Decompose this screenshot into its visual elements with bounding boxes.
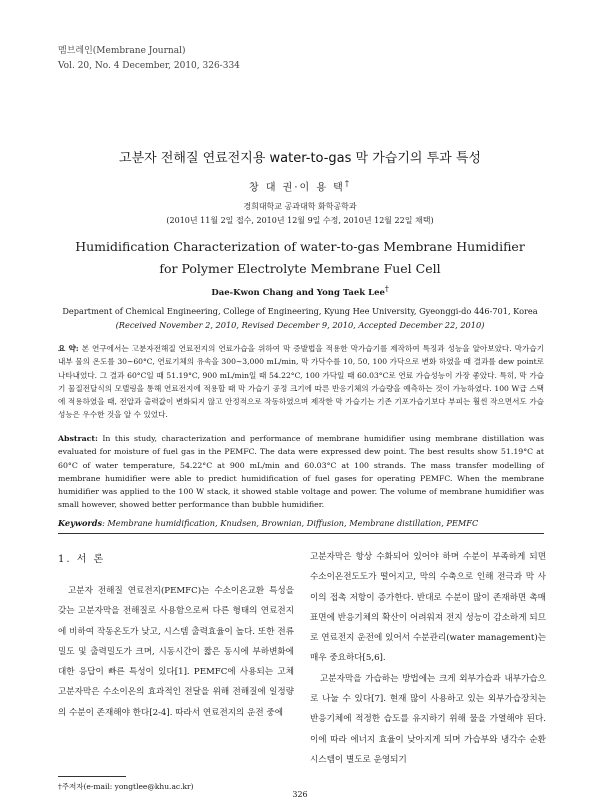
body-left-column	[58, 581, 294, 723]
body-right-paragraph-1: 고분자막은 항상 수화되어 있어야 하며 수분이 부족하게 되면 수소이온전도도가 떨어지고, 막의 수축으로 인해 전극과 막 사이의 접촉 저항이 증가한다. 반대로 수분이 많이 존재하면 촉매 표면에 반응기체의 확산이 어려워져 전지 성능이 감소하게 되므로 연료전지 운전에 있어서 수분관리(water management)는 매우 중요하다[5,6].	[310, 552, 546, 664]
footnote-rule	[58, 776, 126, 777]
korean-dates: (2010년 11월 2일 접수, 2010년 12월 9일 수정, 2010년 12월 22일 채택)	[166, 216, 434, 225]
journal-name: 멤브레인(Membrane Journal)	[58, 46, 186, 56]
english-dates: (Received November 2, 2010, Revised December 9, 2010, Accepted December 22, 2010)	[115, 320, 485, 330]
english-abstract-label: Abstract:	[58, 434, 98, 443]
corresponding-mark: †	[344, 178, 352, 188]
keywords-label: Keywords	[58, 518, 103, 528]
korean-affiliation-block	[0, 200, 600, 228]
korean-authors	[0, 178, 600, 193]
keywords	[58, 518, 544, 528]
body-right-paragraph-2: 고분자막을 가습하는 방법에는 크게 외부가습과 내부가습으로 나눌 수 있다[7]. 현재 많이 사용하고 있는 외부가습장치는 반응기체에 적정한 습도를 유지하기 위해 물을 가열해야 된다. 이에 따라 에너지 효율이 낮아지게 되며 가습부와 냉각수 순환 시스템이 별도로 운영되기	[310, 673, 546, 765]
english-authors	[0, 284, 600, 298]
english-affiliation: Department of Chemical Engineering, College of Engineering, Kyung Hee University, Gyeonggi-do 446-701, Korea	[62, 306, 538, 316]
english-title	[0, 236, 600, 280]
korean-author-names: 창 대 권·이 용 택	[248, 182, 345, 194]
english-title-line1: Humidification Characterization of water-to-gas Membrane Humidifier	[75, 239, 525, 254]
english-author-names: Dae-Kwon Chang and Yong Taek Lee	[211, 287, 385, 298]
korean-title: 고분자 전해질 연료전지용 water-to-gas 막 가습기의 투과 특성	[119, 151, 481, 166]
corresponding-mark-en: †	[384, 284, 389, 293]
journal-volume: Vol. 20, No. 4 December, 2010, 326-334	[58, 61, 240, 71]
section-title-introduction: 1. 서 론	[58, 554, 106, 565]
journal-header	[58, 44, 240, 74]
page-number: 326	[292, 790, 308, 799]
english-title-line2: for Polymer Electrolyte Membrane Fuel Cell	[159, 261, 441, 276]
korean-abstract-label: 요 약:	[58, 344, 79, 353]
section-divider	[58, 533, 544, 534]
english-affiliation-block	[40, 304, 560, 332]
english-abstract-text: In this study, characterization and performance of membrane humidifier using membrane distillation was evaluated for moisture of fuel gas in the PEMFC. The data were expressed dew point. The best results show 51.19°C at 60°C of water temperature, 54.22°C at 900 mL/min and 60.03°C at 100 strands. The mass transfer modelling of membrane humidifier were able to predict humidification of fuel gases for operating PEMFC. When the membrane humidifier was applied to the 100 W stack, it showed stable voltage and power. The volume of membrane humidifier was small however, showed better performance than bubble humidifier.	[58, 434, 544, 510]
korean-abstract-text: 본 연구에서는 고분자전해질 연료전지의 연료가습을 위하여 막 증발법을 적용한 막가습기를 제작하여 특징과 성능을 알아보았다. 막가습기 내부 물의 온도를 30∼60°C, 연료기체의 유속을 300∼3,000 mL/min, 막 가닥수를 10, 50, 100 가닥으로 변화 하였을 때 결과를 dew point로 나타내었다. 그 결과 60°C일 때 51.19°C, 900 mL/min일 때 54.22°C, 100 가닥일 때 60.03°C로 연료 가습성능이 가장 좋았다. 특히, 막 가습기 물질전달식의 모델링을 통해 연료전지에 적용할 때 막 가습기 공정 크기에 따른 반응기체의 가습량을 예측하는 것이 가능하였다. 100 W급 스택에 적용하였을 때, 전압과 출력값이 변화되지 않고 안정적으로 작동하였으며 제작한 막 가습기는 기존 기포가습기보다 부피는 훨씬 작으면서도 가습 성능은 우수한 것을 알 수 있었다.	[58, 344, 544, 420]
korean-affiliation: 경희대학교 공과대학 화학공학과	[243, 202, 357, 211]
body-right-column	[310, 547, 546, 770]
body-left-paragraph: 고분자 전해질 연료전지(PEMFC)는 수소이온교환 특성을 갖는 고분자막을 전해질로 사용함으로써 다른 형태의 연료전지에 비하여 작동온도가 낮고, 시스템 출력효율이 높다. 또한 전류밀도 및 출력밀도가 크며, 시동시간이 짧은 동시에 부하변화에 대한 응답이 빠른 특성이 있다[1]. PEMFC에 사용되는 고체 고분자막은 수소이온의 효과적인 전달을 위해 전해질에 일정량의 수분이 존재해야 한다[2-4]. 따라서 연료전지의 운전 중에	[58, 586, 294, 718]
english-abstract	[58, 432, 544, 512]
korean-abstract	[58, 342, 544, 422]
footnote: †주저자(e-mail: yongtlee@khu.ac.kr)	[58, 782, 194, 791]
keywords-text: : Membrane humidification, Knudsen, Brownian, Diffusion, Membrane distillation, PEMFC	[102, 518, 479, 528]
